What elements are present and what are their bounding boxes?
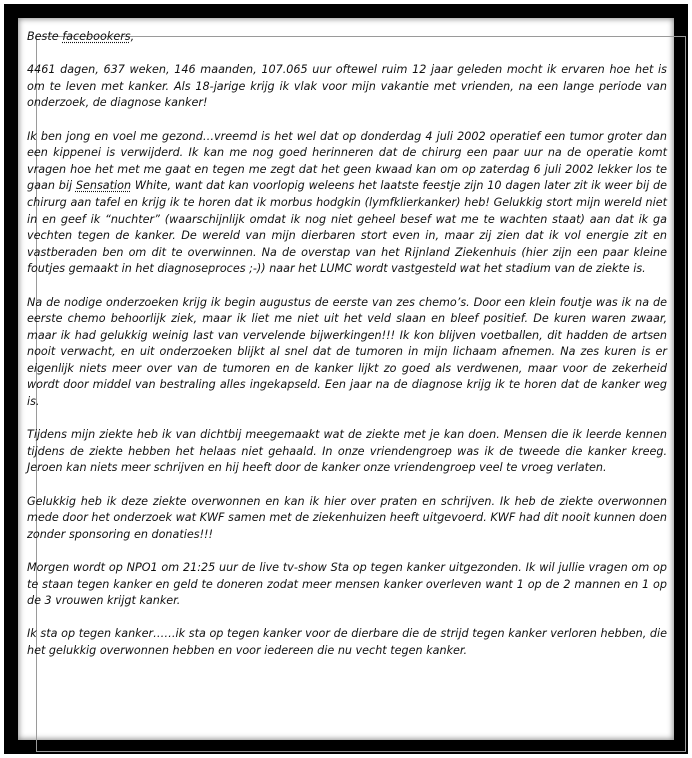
paragraph-4: Tijdens mijn ziekte heb ik van dichtbij meegemaakt wat de ziekte met je kan doen. Mensen die ik leerde kennen tijdens de ziekte hebben het helaas niet gehaald. In onze vriendengroep was ik de tweede die kanker kreeg. Jeroen kan niets meer schrijven en hij heeft door de kanker onze vriendengroep veel te vroeg verlaten. xyxy=(27,428,667,475)
paragraph-6: Morgen wordt op NPO1 om 21:25 uur de live tv-show Sta op tegen kanker uitgezonden. Ik wil jullie vragen om op te staan tegen kanker en geld te doneren zodat meer mensen kanker overleven want 1 op de 2 mannen en 1 op de 3 vrouwen krijgt kanker. xyxy=(27,561,667,608)
paragraph-3: Na de nodige onderzoeken krijg ik begin augustus de eerste van zes chemo’s. Door een klein foutje was ik na de eerste chemo behoorlijk ziek, maar ik liet me niet uit het veld slaan en bleef positief. De kuren waren zwaar, maar ik had gelukkig weinig last van vervelende bijwerkingen!!! Ik kon blijven voetballen, dit hadden de artsen nooit verwacht, en uit onderzoeken blijkt al snel dat de tumoren in mijn lichaam afnemen. Na zes kuren is er eigenlijk niets meer over van de tumoren en de kanker lijkt zo goed als verdwenen, maar voor de zekerheid wordt door middel van bestraling alles ingekapseld. Een jaar na de diagnose krijg ik te horen dat de kanker weg is. xyxy=(27,295,667,409)
paragraph-5: Gelukkig heb ik deze ziekte overwonnen en kan ik hier over praten en schrijven. Ik heb de ziekte overwonnen mede door het onderzoek wat KWF samen met de ziekenhuizen heeft uitgevoerd. KWF had dit nooit kunnen doen zonder sponsoring en donaties!!! xyxy=(27,494,667,541)
salutation-word: facebookers xyxy=(62,30,131,43)
paragraph-2-end: White, want dat kan voorlopig weleens het laatste feestje zijn 10 dagen later zit ik weer bij de chirurg aan tafel en krijg ik te horen dat ik morbus hodgkin (lymfklierkanker) heb! Gelukkig stort mijn wereld niet in en geef ik “nuchter” (waarschijnlijk omdat ik nog niet geheel besef wat me te wachten staat) aan dat ik ga vechten tegen de kanker. De wereld van mijn dierbaren stort even in, maar zij zien dat ik vol energie zit en vastberaden ben om dit te overwinnen. Na de overstap van het Rijnland Ziekenhuis (hier zijn een paar kleine foutjes gemaakt in het diagnoseproces ;-)) naar het LUMC wordt vastgesteld wat het stadium van de ziekte is. xyxy=(27,179,667,276)
salutation-suffix: , xyxy=(130,30,135,43)
salutation xyxy=(27,29,667,46)
sensation-word: Sensation xyxy=(75,179,132,193)
salutation-prefix: Beste xyxy=(27,30,63,43)
paragraph-2-start: Ik ben jong en voel me gezond…vreemd is het wel dat op donderdag 4 juli 2002 operatief een tumor groter dan een kippenei is verwijderd. Ik kan me nog goed herinneren dat de chirurg een paar uur na de operatie komt vragen hoe het met me gaat en tegen me zegt dat het geen kwaad kan om op zaterdag 6 juli 2002 lekker los te gaan bij xyxy=(27,129,667,193)
letter-body xyxy=(27,29,667,676)
paragraph-7: Ik sta op tegen kanker……ik sta op tegen kanker voor de dierbare die de strijd tegen kanker verloren hebben, die het gelukkig overwonnen hebben en voor iedereen die nu vecht tegen kanker. xyxy=(27,627,667,657)
paragraph-1: 4461 dagen, 637 weken, 146 maanden, 107.065 uur oftewel ruim 12 jaar geleden mocht ik ervaren hoe het is om te leven met kanker. Als 18-jarige krijg ik vlak voor mijn vakantie met vrienden, na een lange periode van onderzoek, de diagnose kanker! xyxy=(27,63,667,110)
paragraph-2 xyxy=(27,129,667,278)
